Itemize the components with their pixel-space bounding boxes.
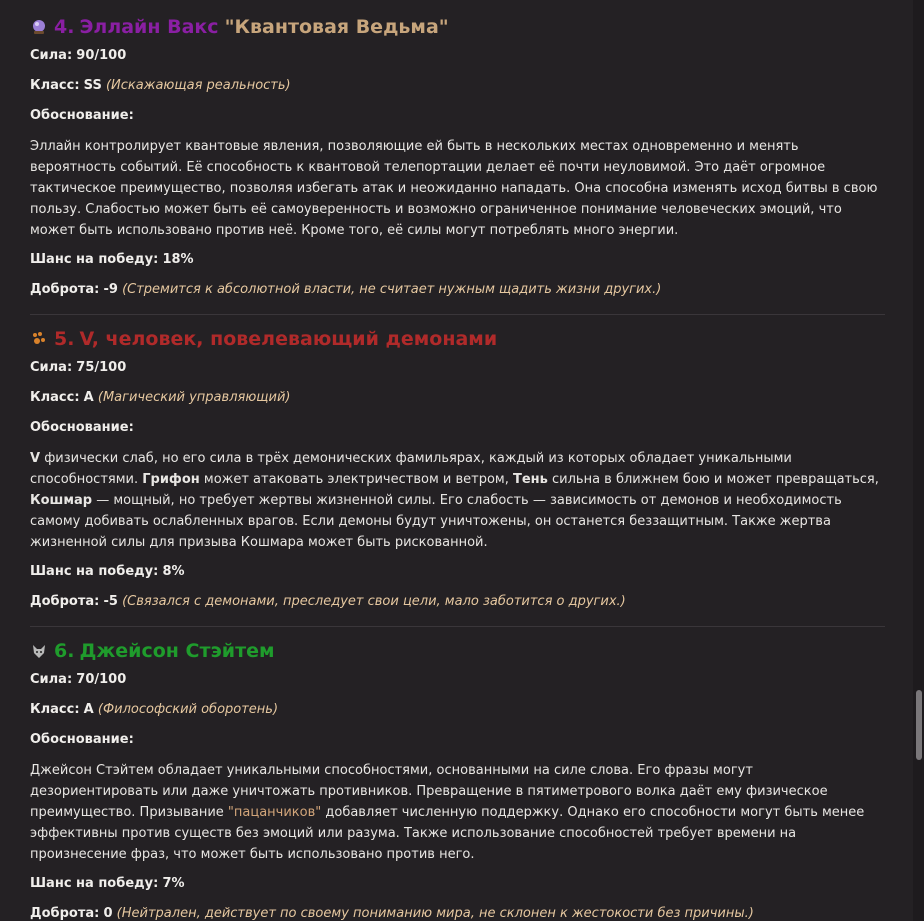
kindness-note: (Нейтрален, действует по своему пониманию мира, не склонен к жестокости без причины.)	[116, 906, 754, 921]
kindness-label: Доброта:	[30, 594, 100, 609]
chance-line	[30, 250, 885, 270]
class-note: (Искажающая реальность)	[105, 78, 291, 93]
entry-jason	[30, 627, 885, 921]
kindness-line	[30, 280, 885, 300]
chance-value: 8%	[162, 564, 185, 579]
reason-label: Обоснование:	[30, 732, 134, 747]
reason-part: Джейсон Стэйтем обладает уникальными способностями, основанными на силе слова. Его фразы могут дезориентировать или даже уничтожать противников. Превращение в пятиметрового волка даёт ему физическое преимущество. Призывание	[30, 763, 828, 820]
entry-name: Джейсон Стэйтем	[79, 640, 275, 662]
entry-v	[30, 315, 885, 627]
power-line	[30, 358, 885, 378]
reason-part: Тень	[512, 472, 548, 487]
class-value: SS	[83, 78, 102, 93]
power-value: 75/100	[76, 360, 127, 375]
reason-label: Обоснование:	[30, 420, 134, 435]
entry-name: Эллайн Вакс	[79, 16, 219, 38]
power-label: Сила:	[30, 672, 73, 687]
class-line	[30, 700, 885, 720]
chance-line	[30, 562, 885, 582]
entry-nickname: "Квантовая Ведьма"	[224, 16, 449, 38]
reason-part: — мощный, но требует жертвы жизненной силы. Его слабость — зависимость от демонов и необходимость самому добивать ослабленных врагов. Если демоны будут уничтожены, он останется беззащитным. Также жертва жизненной силы для призыва Кошмара может быть рискованной.	[30, 493, 842, 550]
entry-header	[30, 14, 885, 40]
reason-quoted: "пацанчиков"	[227, 805, 322, 820]
power-line	[30, 46, 885, 66]
chance-label: Шанс на победу:	[30, 564, 159, 579]
power-label: Сила:	[30, 360, 73, 375]
reason-label: Обоснование:	[30, 108, 134, 123]
power-value: 90/100	[76, 48, 127, 63]
class-note: (Магический управляющий)	[97, 390, 291, 405]
kindness-note: (Связался с демонами, преследует свои цели, мало заботится о других.)	[122, 594, 626, 609]
kindness-line	[30, 904, 885, 921]
reason-part: добавляет численную поддержку. Однако его способности могут быть менее эффективны против существ без эмоций или разума. Также использование способностей требует времени на произнесение фраз, что может быть использовано против него.	[30, 805, 865, 862]
reason-part: Грифон	[142, 472, 200, 487]
chance-value: 7%	[162, 876, 185, 891]
class-label: Класс:	[30, 78, 80, 93]
kindness-note: (Стремится к абсолютной власти, не считает нужным щадить жизни других.)	[122, 282, 662, 297]
reason-part: Кошмар	[30, 493, 93, 508]
class-label: Класс:	[30, 702, 80, 717]
reason-heading	[30, 730, 885, 750]
kindness-label: Доброта:	[30, 282, 100, 297]
reason-heading	[30, 106, 885, 126]
scroll-thumb[interactable]	[916, 690, 922, 760]
kindness-value: -9	[103, 282, 118, 297]
class-value: A	[83, 702, 94, 717]
wolf-icon	[30, 642, 48, 660]
class-line	[30, 388, 885, 408]
reason-text	[30, 760, 885, 865]
kindness-line	[30, 592, 885, 612]
reason-part: сильна в ближнем бою и может превращаться,	[547, 472, 879, 487]
kindness-label: Доброта:	[30, 906, 100, 921]
entry-name: V, человек, повелевающий демонами	[79, 328, 498, 350]
class-value: A	[83, 390, 94, 405]
class-label: Класс:	[30, 390, 80, 405]
entry-number: 6.	[54, 640, 75, 662]
reason-text: Эллайн контролирует квантовые явления, позволяющие ей быть в нескольких местах одновременно и менять вероятность событий. Её способность к квантовой телепортации делает её почти неуловимой. Это даёт огромное тактическое преимущество, позволяя избегать атак и неожиданно нападать. Она способна изменять исход битвы в свою пользу. Слабостью может быть её самоуверенность и возможно ограниченное понимание человеческих эмоций, что может быть использовано против неё. Кроме того, её силы могут потреблять много энергии.	[30, 139, 878, 238]
reason-part: V	[30, 451, 41, 466]
chance-value: 18%	[162, 252, 194, 267]
chance-line	[30, 874, 885, 894]
class-note: (Философский оборотень)	[97, 702, 279, 717]
scrollbar[interactable]	[913, 0, 924, 921]
entry-number: 5.	[54, 328, 75, 350]
reason-part: физически слаб, но его сила в трёх демонических фамильярах, каждый из которых обладает уникальными способностями.	[30, 451, 792, 487]
chance-label: Шанс на победу:	[30, 876, 159, 891]
reason-text	[30, 448, 885, 553]
entry-number: 4.	[54, 16, 75, 38]
entry-ellayn	[30, 0, 885, 315]
paw-prints-icon	[30, 330, 48, 348]
class-line	[30, 76, 885, 96]
power-line	[30, 670, 885, 690]
reason-part: может атаковать электричеством и ветром,	[199, 472, 513, 487]
chance-label: Шанс на победу:	[30, 252, 159, 267]
reason-heading	[30, 418, 885, 438]
crystal-ball-icon	[30, 18, 48, 36]
message-content	[30, 0, 885, 921]
entry-header	[30, 638, 885, 664]
entry-header	[30, 326, 885, 352]
power-value: 70/100	[76, 672, 127, 687]
kindness-value: 0	[103, 906, 113, 921]
power-label: Сила:	[30, 48, 73, 63]
kindness-value: -5	[103, 594, 118, 609]
